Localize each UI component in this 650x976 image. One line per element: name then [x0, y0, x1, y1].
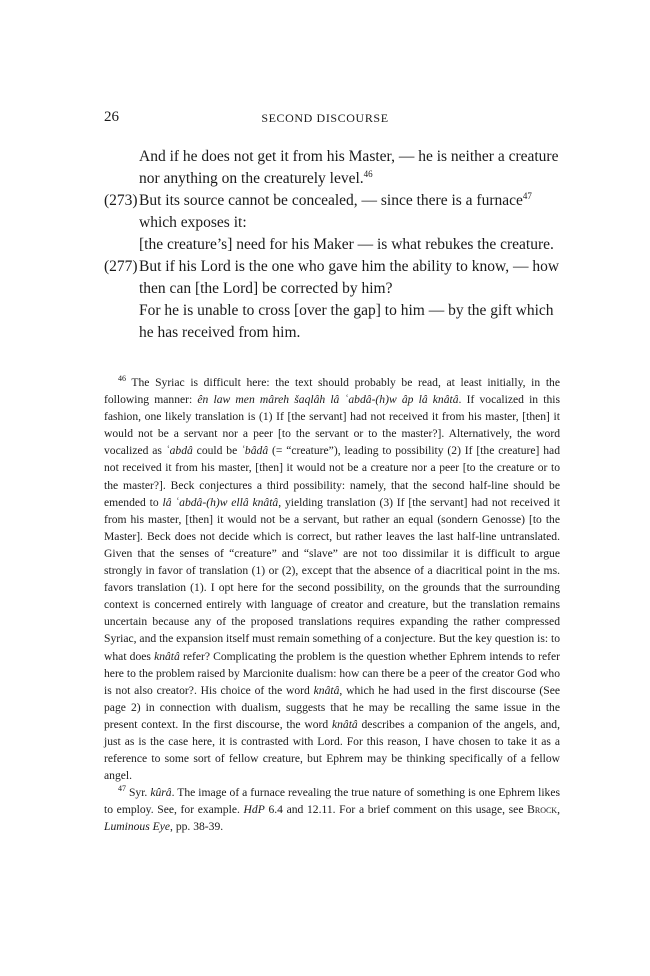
verse-block	[104, 146, 560, 344]
footnotes-block	[104, 374, 560, 836]
verse-line	[139, 278, 560, 300]
footnote-text: describes a companion of the angels, and, just as is the case here, it is contrasted with Lord. For this reason, I have chosen to take it as a reference to some sort of fellow creature, but Ephrem may be thinking specifically of a fellow angel.	[104, 717, 560, 783]
running-title: SECOND DISCOURSE	[261, 111, 389, 125]
verse-number: (273)	[104, 192, 138, 209]
verse-line-text: [the creature’s] need for his Maker — is what rebukes the creature.	[139, 236, 554, 253]
footnote-text: , yielding translation (3) If [the servant] had not received it from his master, [then] it would not be a servant, but rather an equal (sondern Genosse) [to the Master]. Beck does not decide which is correct, but rather leaves the last half-line untranslated. Given that the senses of “creature” and “slave” are not too dissimilar it is difficult to argue strongly in favor of translation (1) or (2), except that the absence of a diacritical point in the ms. favors translation (1). I opt here for the second possibility, on the grounds that the surrounding context is concerned entirely with language of creator and creature, but the translation remains uncertain because any of the proposed translations requires expanding the rather compressed Syriac, and the expansion itself must remain something of a conjecture. But the key question is: to what does	[104, 495, 560, 663]
footnote-text: The Syriac is difficult here: the text should probably be read, at least initially, in the following manner:	[104, 376, 560, 407]
verse-line-text: For he is unable to cross [over the gap] to him — by the gift which	[139, 302, 554, 319]
footnote-text: 6.4 and 12.11. For a brief comment on this usage, see	[264, 803, 528, 817]
verse-line	[139, 322, 560, 344]
footnote-text: ,	[557, 803, 560, 817]
page-number: 26	[104, 109, 119, 125]
footnote	[104, 374, 560, 784]
verse-line-text: But if his Lord is the one who gave him the ability to know, — how	[139, 258, 560, 275]
footnote-text: could be	[192, 444, 242, 458]
verse-line-text: then can [the Lord] be corrected by him?	[139, 280, 393, 297]
footnote	[104, 784, 560, 835]
footnote-italic-text: lâ ʿabdâ-(h)w ellâ knâtâ	[162, 495, 279, 509]
footnote-text: (= “creature”), leading to possibility (2) If [the creature] had not received it from his master, [then] it would not be a creature nor a peer [to the creature or to the master?]. Beck conjectures a third possibility: namely, that the second half-line should be emended to	[104, 444, 560, 509]
footnote-mark: 47	[118, 784, 126, 794]
verse-line	[139, 256, 560, 278]
verse	[104, 190, 560, 256]
verse-number: (277)	[104, 258, 138, 275]
verse-line-text: nor anything on the creaturely level.	[139, 170, 364, 187]
verse-line	[139, 212, 560, 234]
footnote-italic-text: ʿbâdâ	[241, 444, 269, 458]
verse-line-text: And if he does not get it from his Master, — he is neither a creature	[139, 148, 559, 165]
verse-line	[139, 146, 560, 168]
footnote-text: , pp. 38-39.	[170, 820, 224, 834]
verse-line-text: which exposes it:	[139, 214, 247, 231]
footnote-text: Syr.	[128, 786, 151, 800]
footnote-text: refer? Complicating the problem is the question whether Ephrem intends to refer here to the problem raised by Marcionite dualism: how can there be a peer of the creator God who is not also creator?. His choice of the word	[104, 649, 560, 697]
footnote-text: , which he had used in the first discourse (See page 2) in connection with dualism, suggests that he may be recalling the same issue in the present context. In the first discourse, the word	[104, 683, 560, 731]
verse-line	[139, 168, 560, 190]
footnote-italic-text: HdP	[243, 803, 265, 817]
footnote-italic-text: ʿabdâ	[165, 444, 193, 458]
footnote-italic-text: knâtâ	[154, 649, 180, 663]
verse-line-text: But its source cannot be concealed, — since there is a furnace	[139, 192, 523, 209]
footnote-reference[interactable]: 46	[363, 168, 373, 179]
footnote-italic-text: ên law men mâreh šaqlâh lâ ʿabdâ-(h)w âp lâ knâtâ	[197, 393, 459, 407]
verse	[104, 256, 560, 344]
footnote-mark: 46	[118, 374, 126, 384]
verse-line	[139, 190, 560, 212]
footnote-italic-text: knâtâ	[313, 683, 340, 697]
footnote-text: . The image of a furnace revealing the true nature of something is one Ephrem likes to employ. See, for example.	[104, 786, 560, 817]
verse-line-text: he has received from him.	[139, 324, 301, 341]
verse	[104, 146, 560, 190]
verse-line	[139, 300, 560, 322]
verse-line	[139, 234, 560, 256]
footnote-text: . If vocalized in this fashion, one likely translation is (1) If [the servant] had not received it from his master, [then] it would not be a servant nor a peer [to the servant or to the master?]. Alternatively, the word vocalized as	[104, 393, 561, 458]
footnote-reference[interactable]: 47	[522, 190, 532, 201]
footnote-italic-text: kûrâ	[150, 786, 172, 800]
footnote-italic-text: knâtâ	[331, 717, 358, 731]
footnote-italic-text: Luminous Eye	[104, 820, 171, 834]
footnote-text: Brock	[527, 803, 558, 817]
